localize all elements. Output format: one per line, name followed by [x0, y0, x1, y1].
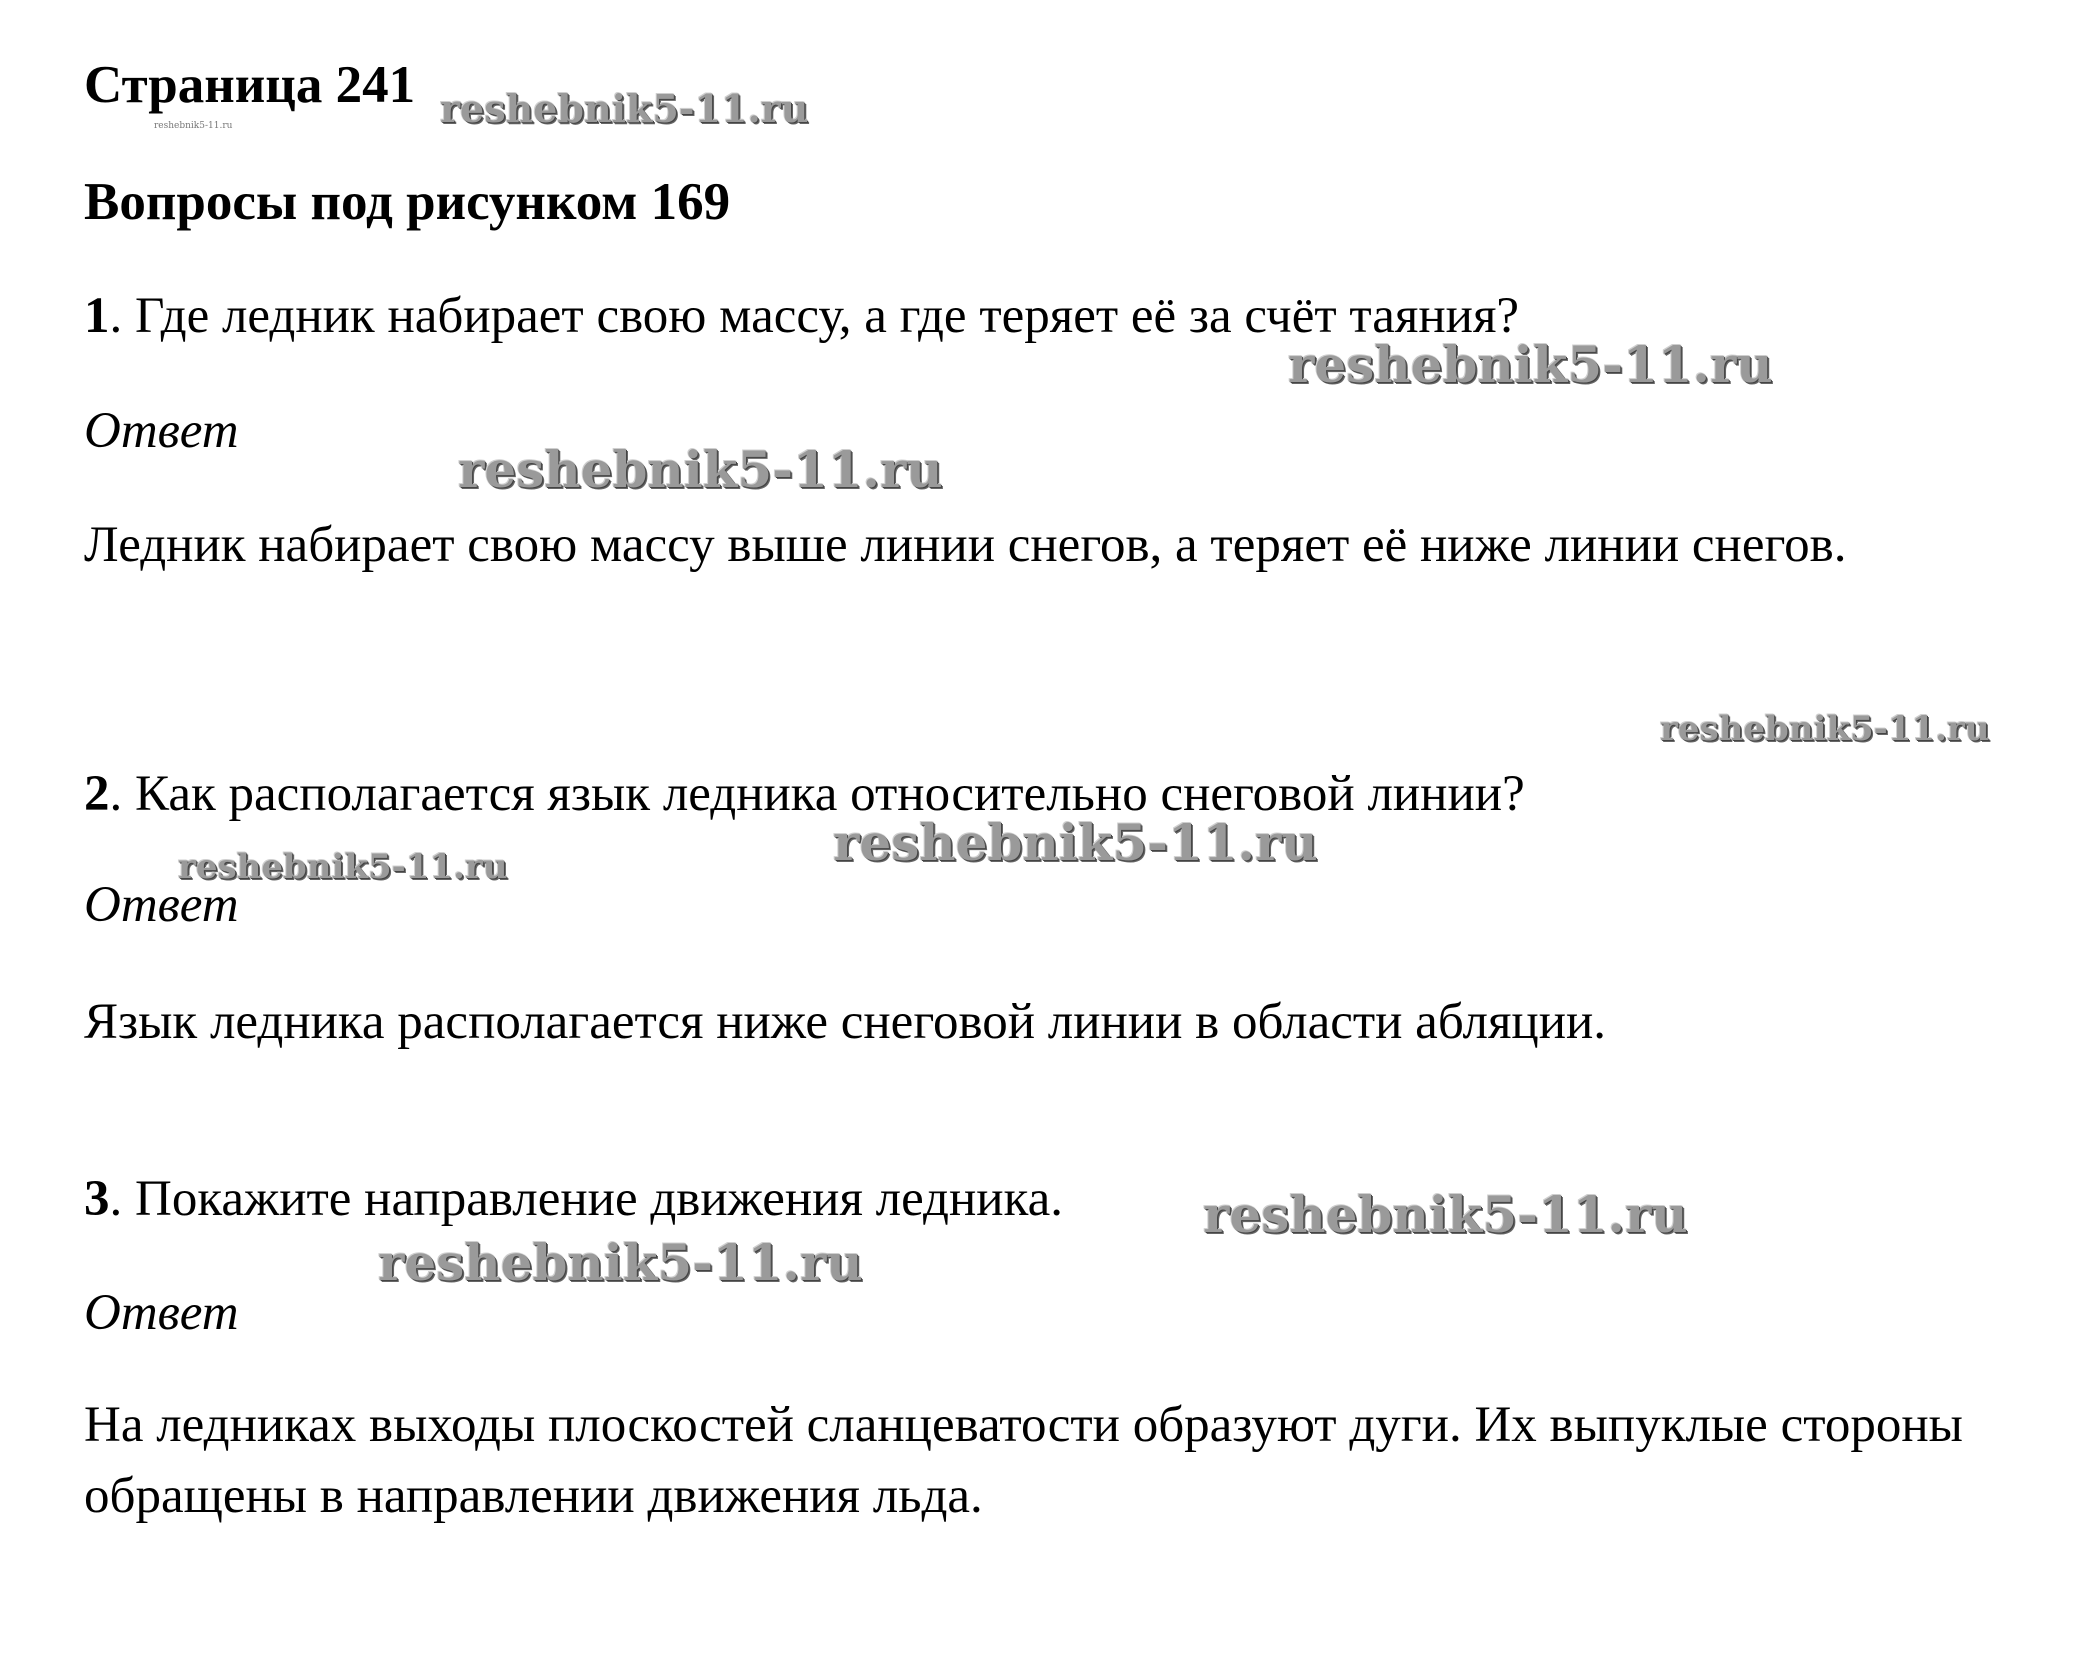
watermark: reshebnik5-11.ru: [440, 86, 809, 131]
watermark: reshebnik5-11.ru: [458, 440, 943, 499]
question-number: 1: [84, 288, 110, 344]
answer-label-2: Ответ: [84, 877, 239, 933]
watermark: reshebnik5-11.ru: [1203, 1185, 1688, 1244]
question-text: . Где ледник набирает свою массу, а где теряет её за счёт таяния?: [109, 288, 1520, 344]
question-3: [84, 1170, 1063, 1229]
watermark-small: reshebnik5-11.ru: [154, 121, 233, 131]
watermark: reshebnik5-11.ru: [1660, 709, 1990, 749]
watermark: reshebnik5-11.ru: [1288, 335, 1773, 394]
watermark: reshebnik5-11.ru: [178, 847, 508, 887]
answer-3: На ледниках выходы плоскостей сланцеватости образуют дуги. Их выпуклые стороны обращены в направлении движения льда.: [84, 1397, 1963, 1524]
question-text: . Покажите направление движения ледника.: [109, 1171, 1063, 1227]
answer-label-1: Ответ: [84, 403, 239, 459]
watermark: reshebnik5-11.ru: [378, 1233, 863, 1292]
question-text: . Как располагается язык ледника относительно снеговой линии?: [109, 766, 1525, 822]
answer-2: Язык ледника располагается ниже снеговой линии в области абляции.: [84, 994, 1607, 1050]
question-number: 2: [84, 766, 110, 822]
answer-1: Ледник набирает свою массу выше линии снегов, а теряет её ниже линии снегов.: [84, 517, 1847, 573]
watermark: reshebnik5-11.ru: [833, 813, 1318, 872]
section-heading: Вопросы под рисунком 169: [84, 173, 731, 231]
page-title: Страница 241: [84, 56, 416, 114]
question-number: 3: [84, 1171, 110, 1227]
answer-label-3: Ответ: [84, 1285, 239, 1341]
